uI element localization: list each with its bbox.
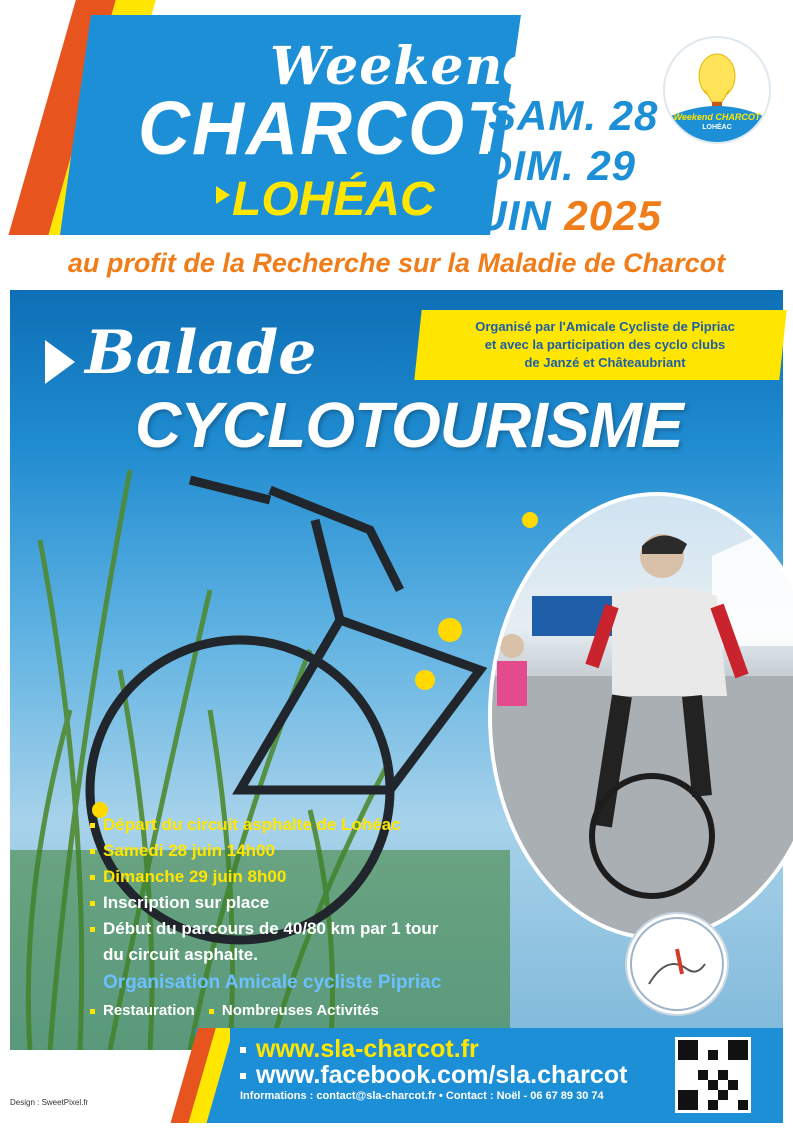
- qr-code[interactable]: [675, 1037, 751, 1113]
- organizer-line-2: et avec la participation des cyclo clubs: [484, 337, 726, 352]
- date-month-year: [452, 192, 662, 240]
- organisation-line: Organisation Amicale cycliste Pipriac: [103, 972, 442, 993]
- footer-stripes: [170, 1028, 230, 1123]
- detail-text: Dimanche 29 juin 8h00: [103, 867, 287, 886]
- extras-line: [90, 998, 550, 1024]
- club-badge-icon: [627, 914, 727, 1014]
- organizer-line-3: de Janzé et Châteaubriant: [524, 355, 686, 370]
- date-saturday: SAM. 28: [488, 92, 659, 139]
- extra-activites: Nombreuses Activités: [221, 1002, 379, 1019]
- detail-text: Départ du circuit asphalte de Lohéac: [103, 815, 401, 834]
- detail-text: Samedi 28 juin 14h00: [103, 841, 275, 860]
- title-weekend: Weekend: [270, 36, 541, 97]
- detail-text: Début du parcours de 40/80 km par 1 tour: [103, 919, 439, 938]
- detail-item: [90, 812, 550, 838]
- date-month: JUIN: [452, 192, 552, 239]
- logo-title: Weekend CHARCOT: [673, 112, 761, 122]
- date-sunday: DIM. 29: [482, 142, 637, 189]
- play-arrow-icon: [45, 340, 75, 384]
- event-logo: [663, 36, 771, 144]
- facebook-link[interactable]: [240, 1061, 627, 1090]
- title-charcot: CHARCOT: [138, 87, 512, 171]
- detail-text: Inscription sur place: [103, 893, 270, 912]
- organizer-line-1: Organisé par l'Amicale Cycliste de Pipriac: [475, 319, 735, 334]
- club-badge-logo: [625, 912, 729, 1016]
- tagline: au profit de la Recherche sur la Maladie de Charcot: [67, 248, 726, 278]
- cyclotourisme-title: CYCLOTOURISME: [135, 389, 683, 461]
- event-details: [90, 812, 550, 1024]
- logo-subtitle: LOHÉAC: [702, 124, 732, 131]
- website-text[interactable]: www.sla-charcot.fr: [256, 1035, 479, 1063]
- detail-item: [90, 916, 550, 942]
- design-credit: Design : SweetPixel.fr: [10, 1098, 89, 1107]
- balade-title: Balade: [85, 318, 317, 388]
- organizer-text: [440, 318, 770, 372]
- play-arrow-icon: [216, 186, 230, 204]
- contact-info: Informations : contact@sla-charcot.fr • Contact : Noël - 06 67 89 30 74: [240, 1090, 604, 1102]
- detail-item: [90, 864, 550, 890]
- qr-code-icon: [678, 1040, 748, 1110]
- detail-item: [90, 890, 550, 916]
- detail-continuation: du circuit asphalte.: [103, 945, 258, 964]
- facebook-text[interactable]: www.facebook.com/sla.charcot: [256, 1061, 628, 1089]
- extra-restauration: Restauration: [103, 1002, 195, 1019]
- detail-item: [90, 838, 550, 864]
- website-link[interactable]: [240, 1035, 479, 1064]
- date-year: 2025: [564, 192, 662, 239]
- title-loheac: LOHÉAC: [232, 173, 435, 226]
